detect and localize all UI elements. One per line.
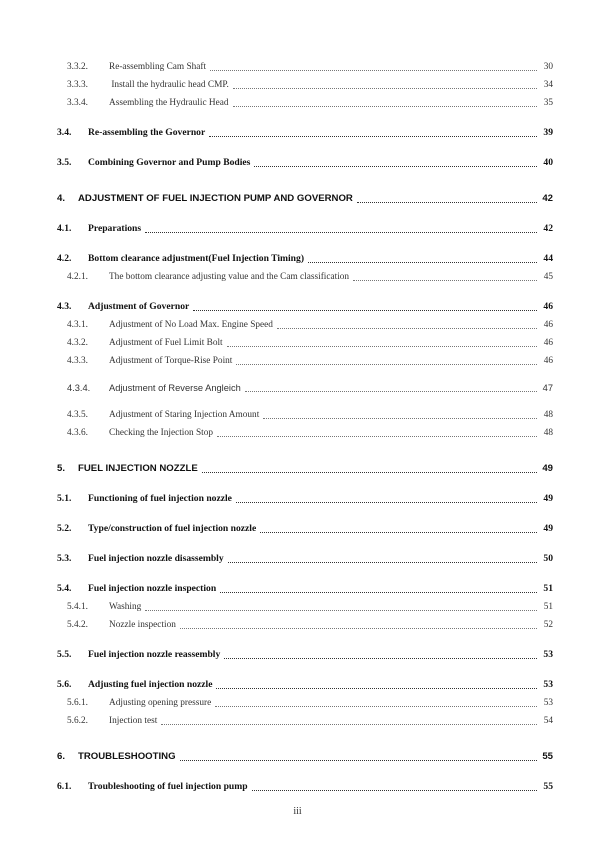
toc-leader-dots bbox=[254, 158, 537, 167]
toc-leader-dots bbox=[220, 584, 537, 593]
toc-entry-page: 53 bbox=[543, 649, 553, 660]
toc-entry-page: 46 bbox=[543, 338, 553, 348]
toc-entry-number: 5.6. bbox=[57, 679, 72, 690]
toc-leader-dots bbox=[277, 320, 537, 329]
toc-entry[interactable] bbox=[0, 552, 553, 566]
toc-entry-number: 3.3.3. bbox=[67, 80, 88, 90]
toc-entry-title: TROUBLESHOOTING bbox=[78, 751, 176, 762]
toc-entry[interactable] bbox=[0, 678, 553, 692]
toc-entry-title: Re-assembling Cam Shaft bbox=[109, 62, 207, 72]
toc-entry[interactable] bbox=[0, 522, 553, 536]
toc-entry-title: Functioning of fuel injection nozzle bbox=[88, 493, 232, 504]
toc-leader-dots bbox=[252, 782, 537, 791]
toc-leader-dots bbox=[357, 194, 537, 203]
toc-entry[interactable] bbox=[0, 60, 553, 74]
toc-leader-dots bbox=[227, 338, 537, 347]
toc-entry-page: 51 bbox=[543, 583, 553, 594]
toc-entry-page: 39 bbox=[543, 127, 553, 138]
toc-entry-number: 5.3. bbox=[57, 553, 72, 564]
toc-entry[interactable] bbox=[0, 336, 553, 350]
toc-entry[interactable] bbox=[0, 126, 553, 140]
toc-entry-page: 50 bbox=[543, 553, 553, 564]
toc-entry-title: Assembling the Hydraulic Head bbox=[109, 98, 229, 108]
toc-entry-title: Troubleshooting of fuel injection pump bbox=[88, 781, 248, 792]
toc-leader-dots bbox=[224, 650, 537, 659]
toc-entry-title: ADJUSTMENT OF FUEL INJECTION PUMP AND GOVERNOR bbox=[78, 193, 353, 204]
toc-entry-page: 45 bbox=[543, 272, 553, 282]
toc-entry-page: 52 bbox=[543, 620, 553, 630]
toc-entry-title: Type/construction of fuel injection nozzle bbox=[88, 523, 257, 534]
toc-entry-title: Re-assembling the Governor bbox=[88, 127, 206, 138]
toc-entry-title: Adjustment of No Load Max. Engine Speed bbox=[109, 320, 273, 330]
toc-entry-number: 4.3.5. bbox=[67, 410, 88, 420]
toc-entry-title: Preparations bbox=[88, 223, 142, 234]
toc-leader-dots bbox=[236, 494, 537, 503]
toc-entry-title: Washing bbox=[109, 602, 142, 612]
toc-entry-number: 5.6.1. bbox=[67, 698, 88, 708]
toc-entry-page: 46 bbox=[543, 301, 553, 312]
toc-entry[interactable] bbox=[0, 300, 553, 314]
toc-leader-dots bbox=[308, 254, 537, 263]
toc-entry[interactable] bbox=[0, 648, 553, 662]
toc-entry[interactable] bbox=[0, 462, 553, 476]
toc-leader-dots bbox=[209, 128, 537, 137]
toc-entry-number: 5.2. bbox=[57, 523, 72, 534]
toc-leader-dots bbox=[193, 302, 537, 311]
toc-entry[interactable] bbox=[0, 780, 553, 794]
toc-entry[interactable] bbox=[0, 318, 553, 332]
toc-entry-page: 49 bbox=[542, 463, 553, 474]
toc-entry-page: 49 bbox=[543, 523, 553, 534]
toc-entry-number: 3.3.2. bbox=[67, 62, 88, 72]
toc-entry-title: Adjustment of Torque-Rise Point bbox=[109, 356, 233, 366]
toc-entry[interactable] bbox=[0, 492, 553, 506]
toc-entry-number: 3.3.4. bbox=[67, 98, 88, 108]
toc-leader-dots bbox=[245, 383, 537, 392]
toc-entry[interactable] bbox=[0, 582, 553, 596]
toc-entry-page: 46 bbox=[543, 356, 553, 366]
toc-entry-title: Adjustment of Governor bbox=[88, 301, 190, 312]
toc-leader-dots bbox=[210, 62, 537, 71]
toc-entry-title: Injection test bbox=[109, 716, 158, 726]
toc-leader-dots bbox=[161, 716, 537, 725]
toc-entry-title: Install the hydraulic head CMP. bbox=[109, 80, 229, 90]
toc-entry[interactable] bbox=[0, 252, 553, 266]
toc-entry[interactable] bbox=[0, 222, 553, 236]
toc-entry-page: 47 bbox=[542, 383, 553, 393]
toc-entry-title: Fuel injection nozzle disassembly bbox=[88, 553, 224, 564]
toc-entry[interactable] bbox=[0, 270, 553, 284]
toc-entry-title: Checking the Injection Stop bbox=[109, 428, 214, 438]
toc-leader-dots bbox=[353, 272, 537, 281]
toc-entry-number: 6.1. bbox=[57, 781, 72, 792]
toc-leader-dots bbox=[216, 680, 537, 689]
toc-entry-page: 30 bbox=[543, 62, 553, 72]
toc-entry-page: 44 bbox=[543, 253, 553, 264]
toc-entry-number: 4.3.2. bbox=[67, 338, 88, 348]
toc-entry-number: 4.2.1. bbox=[67, 272, 88, 282]
toc-entry[interactable] bbox=[0, 381, 553, 395]
toc-leader-dots bbox=[180, 752, 537, 761]
toc-entry-title: Adjustment of Fuel Limit Bolt bbox=[109, 338, 223, 348]
toc-entry[interactable] bbox=[0, 750, 553, 764]
toc-entry-number: 5.4.2. bbox=[67, 620, 88, 630]
toc-entry-number: 4.3. bbox=[57, 301, 72, 312]
toc-entry-page: 53 bbox=[543, 698, 553, 708]
toc-entry-title: Adjusting opening pressure bbox=[109, 698, 212, 708]
toc-entry[interactable] bbox=[0, 156, 553, 170]
toc-entry-title: Adjustment of Reverse Angleich bbox=[109, 383, 241, 393]
toc-leader-dots bbox=[236, 356, 537, 365]
toc-entry-page: 34 bbox=[543, 80, 553, 90]
toc-entry-title: The bottom clearance adjusting value and the Cam classification bbox=[109, 272, 350, 282]
toc-entry-number: 4.3.3. bbox=[67, 356, 88, 366]
toc-entry-number: 3.5. bbox=[57, 157, 72, 168]
toc-entry-number: 4.3.1. bbox=[67, 320, 88, 330]
toc-entry-title: Adjustment of Staring Injection Amount bbox=[109, 410, 260, 420]
toc-entry[interactable] bbox=[0, 618, 553, 632]
toc-entry-number: 5. bbox=[57, 463, 66, 474]
toc-entry[interactable] bbox=[0, 78, 553, 92]
toc-leader-dots bbox=[202, 464, 537, 473]
toc-entry-page: 48 bbox=[543, 410, 553, 420]
toc-entry-title: Fuel injection nozzle inspection bbox=[88, 583, 217, 594]
toc-entry[interactable] bbox=[0, 192, 553, 206]
toc-entry-page: 42 bbox=[543, 223, 553, 234]
toc-entry-title: Adjusting fuel injection nozzle bbox=[88, 679, 213, 690]
toc-entry-page: 35 bbox=[543, 98, 553, 108]
toc-entry-number: 6. bbox=[57, 751, 66, 762]
toc-leader-dots bbox=[233, 80, 537, 89]
toc-leader-dots bbox=[263, 410, 537, 419]
toc-entry[interactable] bbox=[0, 96, 553, 110]
toc-entry-page: 46 bbox=[543, 320, 553, 330]
toc-entry-number: 3.4. bbox=[57, 127, 72, 138]
toc-entry-title: Fuel injection nozzle reassembly bbox=[88, 649, 221, 660]
toc-entry-page: 55 bbox=[543, 781, 553, 792]
toc-entry-title: Bottom clearance adjustment(Fuel Injection Timing) bbox=[88, 253, 305, 264]
toc-entry-page: 42 bbox=[542, 193, 553, 204]
toc-entry[interactable] bbox=[0, 354, 553, 368]
toc-entry-number: 5.4.1. bbox=[67, 602, 88, 612]
toc-entry[interactable] bbox=[0, 714, 553, 728]
toc-leader-dots bbox=[217, 428, 537, 437]
toc-entry-number: 5.1. bbox=[57, 493, 72, 504]
toc-entry-number: 5.6.2. bbox=[67, 716, 88, 726]
toc-entry-number: 4.3.4. bbox=[67, 383, 91, 393]
toc-entry-page: 48 bbox=[543, 428, 553, 438]
toc-entry-title: Nozzle inspection bbox=[109, 620, 176, 630]
toc-entry-number: 5.4. bbox=[57, 583, 72, 594]
toc-entry-number: 4.1. bbox=[57, 223, 72, 234]
toc-entry[interactable] bbox=[0, 696, 553, 710]
toc-entry-page: 40 bbox=[543, 157, 553, 168]
toc-entry-number: 4.3.6. bbox=[67, 428, 88, 438]
toc-leader-dots bbox=[215, 698, 537, 707]
toc-entry[interactable] bbox=[0, 426, 553, 440]
toc-entry-page: 54 bbox=[543, 716, 553, 726]
toc-entry-number: 5.5. bbox=[57, 649, 72, 660]
toc-entry[interactable] bbox=[0, 408, 553, 422]
toc-entry[interactable] bbox=[0, 600, 553, 614]
toc-leader-dots bbox=[233, 98, 537, 107]
toc-leader-dots bbox=[260, 524, 537, 533]
toc-entry-page: 49 bbox=[543, 493, 553, 504]
toc-leader-dots bbox=[145, 602, 537, 611]
toc-leader-dots bbox=[180, 620, 537, 629]
toc-entry-number: 4. bbox=[57, 193, 66, 204]
toc-entry-title: Combining Governor and Pump Bodies bbox=[88, 157, 251, 168]
toc-entry-page: 55 bbox=[542, 751, 553, 762]
toc-leader-dots bbox=[145, 224, 537, 233]
toc-entry-page: 51 bbox=[543, 602, 553, 612]
toc-entry-title: FUEL INJECTION NOZZLE bbox=[78, 463, 198, 474]
toc-entry-number: 4.2. bbox=[57, 253, 72, 264]
toc-leader-dots bbox=[228, 554, 537, 563]
page-number: iii bbox=[293, 806, 302, 817]
toc-entry-page: 53 bbox=[543, 679, 553, 690]
